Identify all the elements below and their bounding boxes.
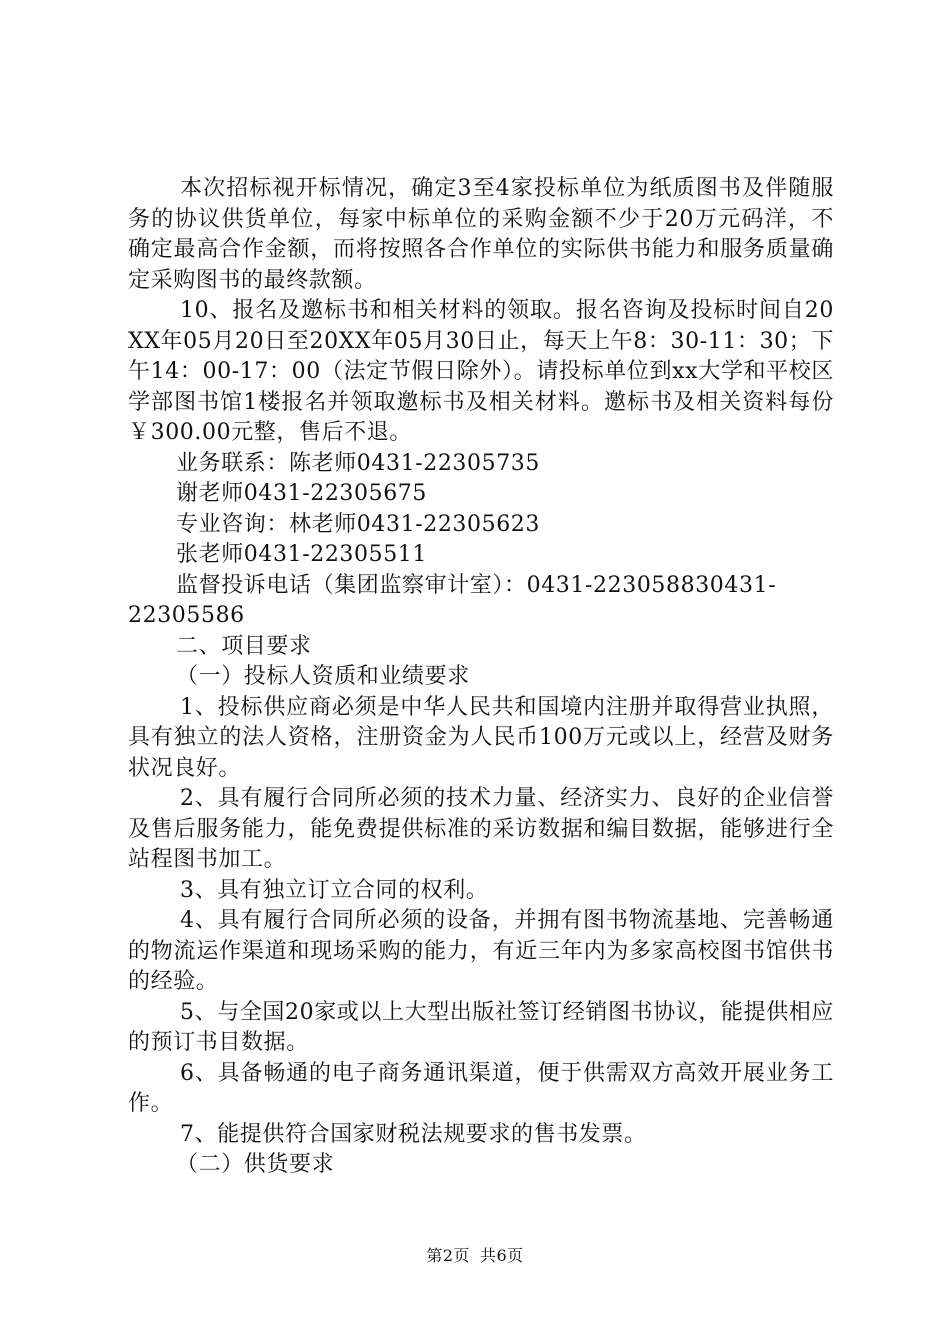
page-number: 第2页 <box>426 1246 470 1265</box>
contact-business: 业务联系：陈老师0431-22305735 <box>176 450 540 476</box>
requirement-item-4: 4、具有履行合同所必须的设备，并拥有图书物流基地、完善畅通的物流运作渠道和现场采购的能力，有近三年内为多家高校图书馆供书的经验。 <box>128 908 834 994</box>
page-footer <box>0 1243 950 1266</box>
requirement-item-2: 2、具有履行合同所必须的技术力量、经济实力、良好的企业信誉及售后服务能力，能免费提供标准的采访数据和编目数据，能够进行全站程图书加工。 <box>128 786 834 872</box>
section-heading-project-requirements: 二、项目要求 <box>176 633 312 659</box>
complaint-phone-line1: 监督投诉电话（集团监察审计室）：0431-223058830431- <box>176 572 777 598</box>
requirement-item-7: 7、能提供符合国家财税法规要求的售书发票。 <box>180 1121 647 1147</box>
requirement-item-5: 5、与全国20家或以上大型出版社签订经销图书协议，能提供相应的预订书目数据。 <box>128 999 834 1055</box>
document-body <box>128 174 834 1181</box>
paragraph-bid-overview: 本次招标视开标情况，确定3至4家投标单位为纸质图书及伴随服务的协议供货单位，每家中标单位的采购金额不少于20万元码洋，不确定最高合作金额，而将按照各合作单位的实际供书能力和服务质量确定采购图书的最终款额。 <box>128 176 834 293</box>
subsection-heading-supply: （二）供货要求 <box>176 1152 335 1177</box>
contact-zhang: 张老师0431-22305511 <box>176 542 427 567</box>
page-total: 共6页 <box>480 1246 524 1265</box>
contact-xie: 谢老师0431-22305675 <box>176 481 427 506</box>
requirement-item-6: 6、具备畅通的电子商务通讯渠道，便于供需双方高效开展业务工作。 <box>128 1060 834 1116</box>
requirement-item-3: 3、具有独立订立合同的权利。 <box>180 877 489 903</box>
paragraph-registration: 10、报名及邀标书和相关材料的领取。报名咨询及投标时间自20XX年05月20日至20XX年05月30日止，每天上午8：30-11：30；下午14：00-17：00（法定节假日除外）。请投标单位到xx大学和平校区学部图书馆1楼报名并领取邀标书及相关材料。邀标书及相关资料每份￥300.00元整，售后不退。 <box>128 298 834 445</box>
complaint-phone-line2: 22305586 <box>128 603 245 628</box>
requirement-item-1: 1、投标供应商必须是中华人民共和国境内注册并取得营业执照，具有独立的法人资格，注册资金为人民币100万元或以上，经营及财务状况良好。 <box>128 694 834 781</box>
subsection-heading-qualifications: （一）投标人资质和业绩要求 <box>176 664 470 689</box>
contact-consult: 专业咨询：林老师0431-22305623 <box>176 511 540 537</box>
